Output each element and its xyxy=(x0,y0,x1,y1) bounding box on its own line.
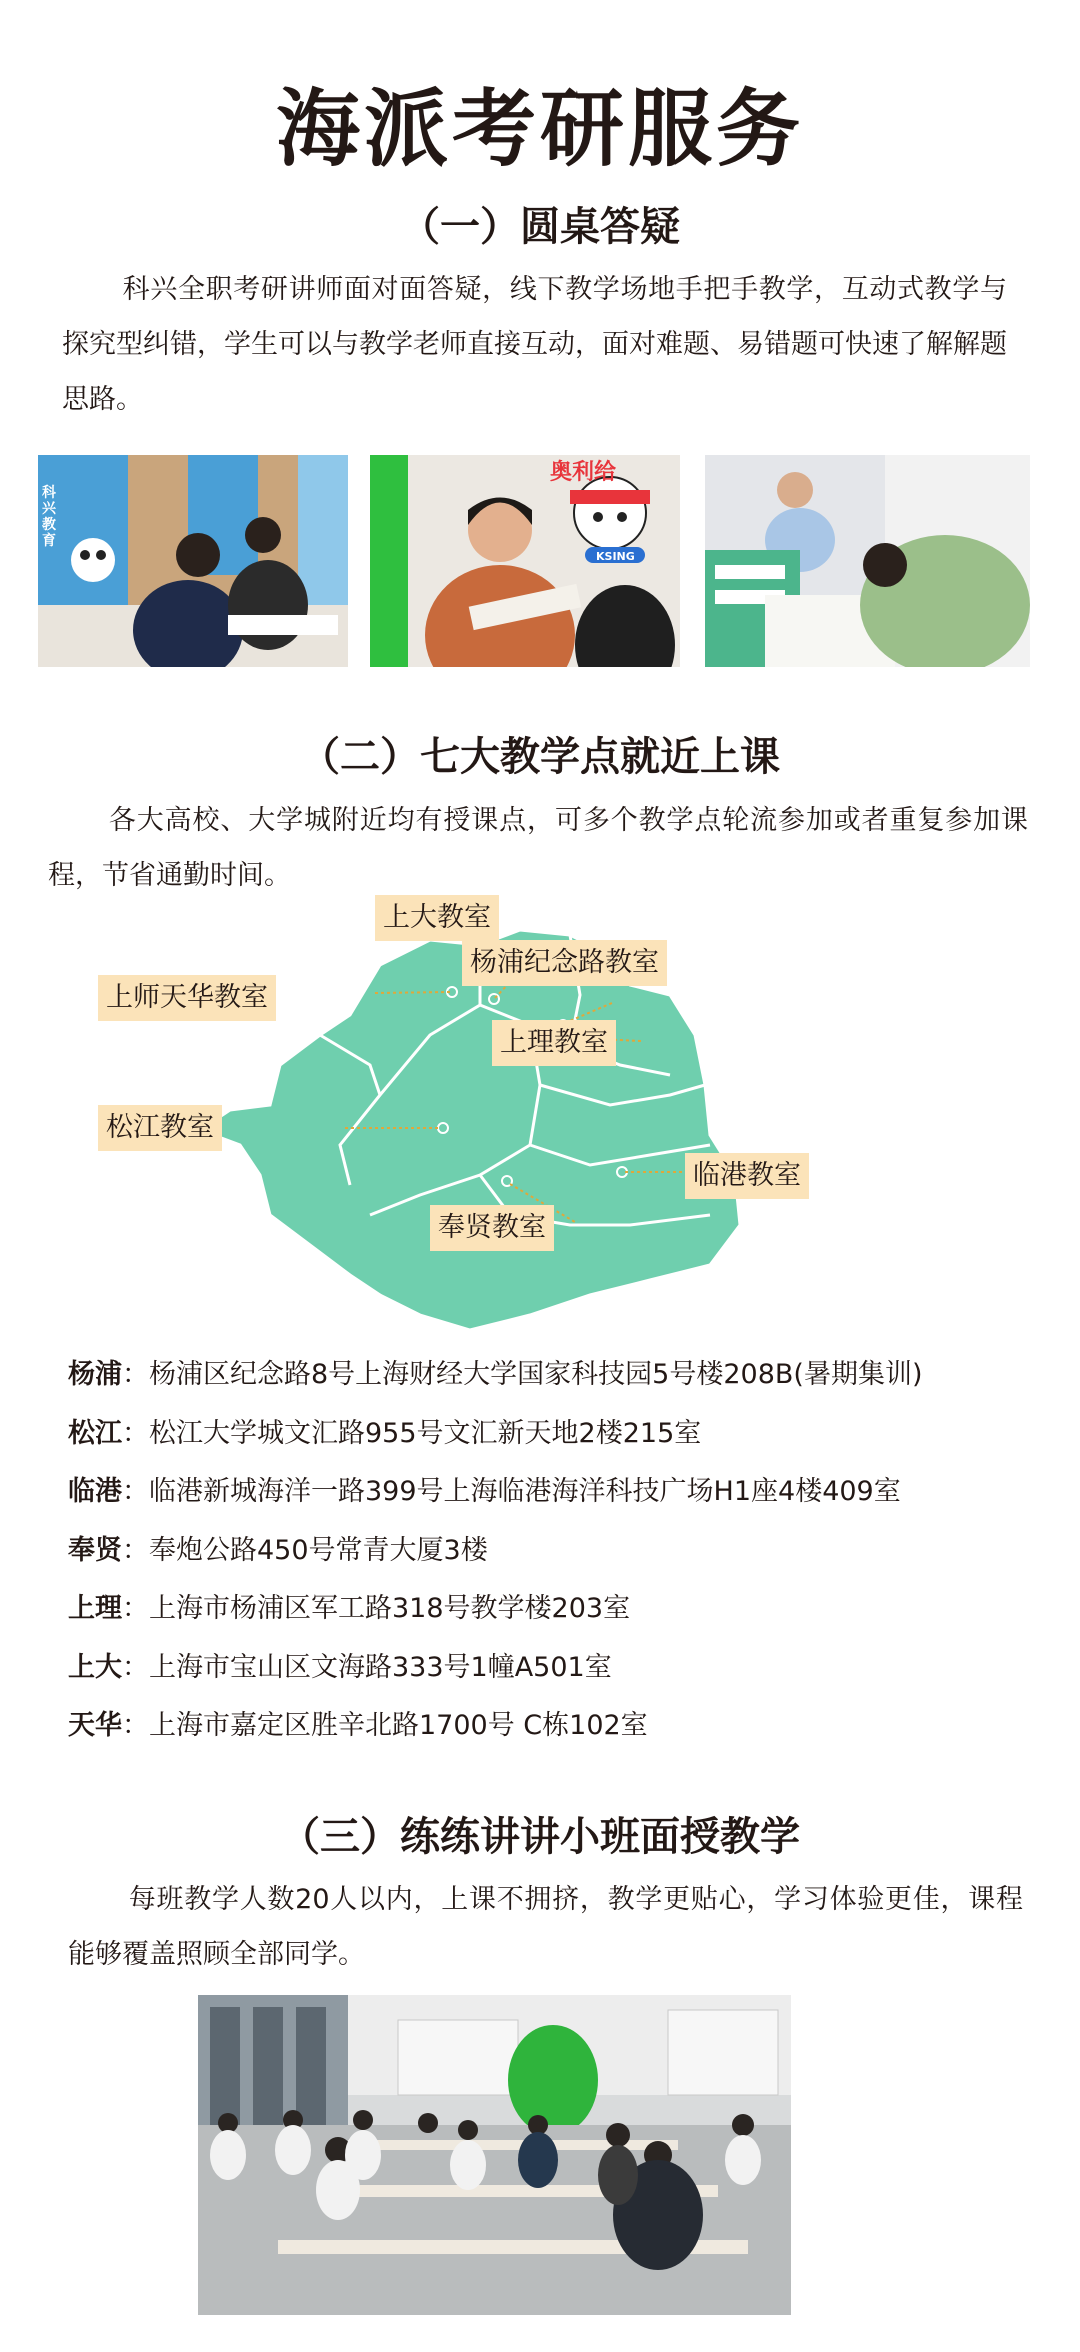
map-label-shishi: 上师天华教室 xyxy=(98,975,276,1021)
section-title-small-class: （三）练练讲讲小班面授教学 xyxy=(280,1814,800,1860)
map-label-yangpu: 杨浦纪念路教室 xyxy=(462,940,667,986)
classroom-photo-4 xyxy=(198,1995,791,2315)
section-roundtable-text: 科兴全职考研讲师面对面答疑，线下教学场地手把手教学，互动式教学与探究型纠错，学生可以与教学老师直接互动，面对难题、易错题可快速了解解题思路。 xyxy=(62,274,1007,415)
address-item: 上理：上海市杨浦区军工路318号教学楼203室 xyxy=(68,1593,631,1624)
classroom-photo-2 xyxy=(370,455,680,667)
section-title-locations: （二）七大教学点就近上课 xyxy=(300,734,780,780)
shanghai-map xyxy=(106,895,950,1335)
address-list xyxy=(68,1355,1048,1765)
address-item: 奉贤：奉炮公路450号常青大厦3楼 xyxy=(68,1534,488,1566)
map-label-fengxian: 奉贤教室 xyxy=(430,1205,554,1251)
map-label-lingang: 临港教室 xyxy=(685,1153,809,1199)
address-item: 杨浦：杨浦区纪念路8号上海财经大学国家科技园5号楼208B(暑期集训) xyxy=(68,1359,923,1390)
address-item: 上大：上海市宝山区文海路333号1幢A501室 xyxy=(68,1651,612,1683)
section-small-class-text: 每班教学人数20人以内，上课不拥挤，教学更贴心，学习体验更佳，课程能够覆盖照顾全部同学。 xyxy=(68,1884,1023,1970)
map-label-songjiang: 松江教室 xyxy=(98,1105,222,1151)
address-item: 松江：松江大学城文汇路955号文汇新天地2楼215室 xyxy=(68,1417,702,1449)
classroom-photo-1 xyxy=(38,455,348,667)
page-title: 海派考研服务 xyxy=(275,80,804,178)
address-item: 天华：上海市嘉定区胜辛北路1700号 C栋102室 xyxy=(68,1710,648,1741)
sticker-text: 奥利给 xyxy=(550,460,617,485)
map-shape xyxy=(200,930,740,1330)
section-title-roundtable: （一）圆桌答疑 xyxy=(400,204,680,250)
photo-sign-text: 科兴教育 xyxy=(42,485,56,549)
map-label-shangda: 上大教室 xyxy=(375,895,499,941)
address-item: 临港：临港新城海洋一路399号上海临港海洋科技广场H1座4楼409室 xyxy=(68,1476,901,1507)
sticker-badge: KSING xyxy=(596,550,635,563)
classroom-photo-3 xyxy=(705,455,1030,667)
map-label-shangli: 上理教室 xyxy=(492,1020,616,1066)
section-locations-text: 各大高校、大学城附近均有授课点，可多个教学点轮流参加或者重复参加课程，节省通勤时间。 xyxy=(48,805,1028,891)
